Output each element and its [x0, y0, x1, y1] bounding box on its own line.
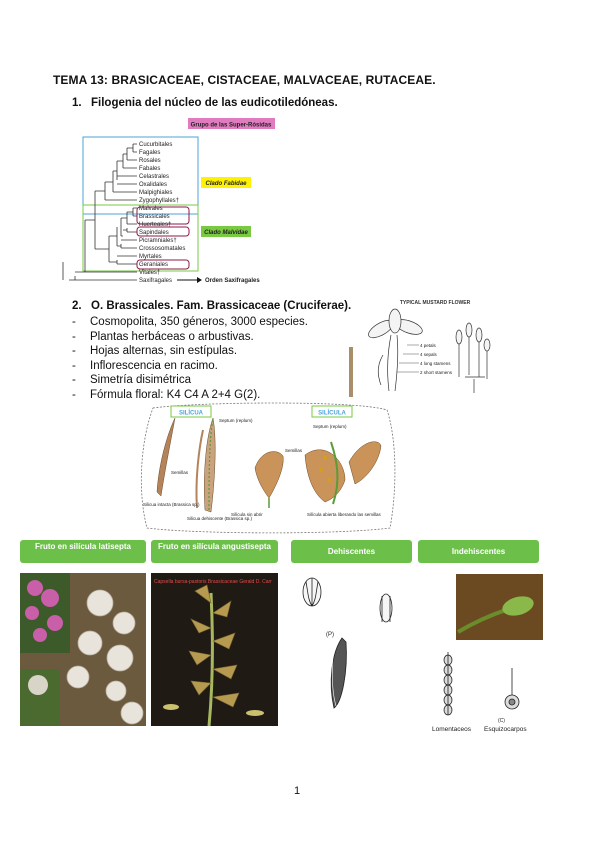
bullet-item: - Fórmula floral: K4 C4 A 2+4 G(2).: [72, 388, 261, 401]
capsella-caption: Capsella bursa-pastoris Brassicaceae Gerald D. Carr: [154, 579, 272, 585]
bullet-list: [72, 316, 308, 404]
phylo-order-label: Vitales†: [139, 270, 161, 276]
bullet-item: - Plantas herbáceas o arbustivas.: [72, 330, 254, 343]
indehiscentes-drawings: [418, 572, 543, 740]
page-title: TEMA 13: BRASICACEAE, CISTACEAE, MALVACEAE, RUTACEAE.: [53, 73, 436, 87]
silicua-silicula-figure: [135, 400, 400, 538]
tab-indehiscentes: Indehiscentes: [418, 540, 539, 563]
lomentaceos-label: Lomentaceos: [432, 726, 472, 733]
photo-capsella: [151, 573, 278, 726]
flower-label-sepals: 4 sepals: [420, 352, 437, 357]
section-1-number: 1.: [72, 97, 82, 109]
page-number: 1: [294, 785, 301, 797]
bullet-item: - Simetría disimétrica: [72, 374, 191, 387]
phylo-order-label: Myrtales: [139, 254, 162, 260]
fabidae-label: Clado Fabidae: [205, 181, 247, 187]
phylo-order-label: Fagales: [139, 150, 161, 156]
section-1-text: Filogenia del núcleo de las eudicotiledóneas.: [91, 97, 338, 109]
flower-label-short-stamens: 2 short stamens: [420, 370, 453, 375]
phylo-order-label: Fabales: [139, 166, 161, 172]
section-1-heading: [72, 97, 338, 109]
section-2-heading: [72, 300, 351, 312]
mustard-flower-title: TYPICAL MUSTARD FLOWER: [399, 300, 471, 306]
silicua-dehiscente-label: Silicua dehiscente (Brassica sp.): [187, 516, 253, 521]
flower-label-petals: 4 petals: [420, 343, 436, 348]
phylo-order-label: Oxalidales: [139, 182, 168, 188]
bullet-item: - Cosmopolita, 350 géneros, 3000 especies.: [72, 316, 309, 328]
tab-latisepta: Fruto en silícula latisepta: [20, 540, 146, 563]
bullet-item: - Inflorescencia en racimo.: [72, 359, 218, 372]
phylo-order-label: Brassicales: [139, 214, 170, 220]
saxifragales-order-label: Orden Saxifragales: [205, 278, 260, 284]
malvidae-label: Clado Malvidae: [204, 230, 248, 236]
silicula-sin-abrir-label: Silícula sin abrir: [231, 512, 263, 517]
esquizocarpos-label: Esquizocarpos: [484, 726, 527, 733]
mustard-flower-figure: [347, 295, 495, 401]
phylo-order-label: Crossosomatales: [139, 246, 186, 252]
phylo-order-label: Malpighiales: [139, 190, 173, 196]
silicula-semillas-label: Semillas: [285, 448, 303, 453]
photo-lunaria: [20, 573, 146, 726]
dehiscentes-p-label: (P): [326, 632, 334, 638]
phylo-order-label: Saxifragales: [139, 278, 173, 284]
silicula-title: SILÍCULA: [318, 410, 346, 417]
phylo-order-label: Sapindales: [139, 230, 169, 236]
tab-angustisepta: Fruto en silícula angustisepta: [151, 540, 278, 563]
section-2-text: O. Brassicales. Fam. Brassicaceae (Cruciferae).: [91, 300, 352, 312]
phylo-order-label: Picramniales†: [139, 238, 177, 244]
phylo-order-label: Rosales: [139, 158, 161, 164]
silicua-semillas-label: Semillas: [171, 470, 189, 475]
section-2-number: 2.: [72, 300, 82, 312]
flower-label-long-stamens: 4 long stamens: [420, 361, 451, 366]
phylogeny-diagram: [55, 112, 280, 292]
indehiscentes-c-label: (C): [498, 718, 505, 724]
phylo-order-label: Huerteales†: [139, 222, 172, 228]
phylo-order-label: Cucurbitales: [139, 142, 173, 148]
super-rosidas-label: Grupo de las Super-Rósidas: [190, 122, 272, 129]
phylo-order-label: Malvales: [139, 206, 163, 212]
tab-dehiscentes: Dehiscentes: [291, 540, 412, 563]
silicua-title: SILÍCUA: [179, 410, 203, 417]
dehiscentes-drawings: [292, 572, 417, 720]
phylo-order-label: Zygophyllales†: [139, 198, 180, 204]
phylo-order-label: Geraniales: [139, 262, 169, 268]
silicula-abierta-label: Silícula abierta liberando las semillas: [307, 512, 381, 517]
silicua-intacta-label: Silicua intacta (Brassica sp.): [143, 502, 200, 507]
bullet-item: - Hojas alternas, sin estípulas.: [72, 345, 238, 358]
phylo-order-label: Celastrales: [139, 174, 170, 180]
silicula-septum-label: Septum (replum): [313, 424, 347, 429]
silicua-septum-label: Septum (replum): [219, 418, 253, 423]
phylogeny-tree: [63, 144, 137, 280]
